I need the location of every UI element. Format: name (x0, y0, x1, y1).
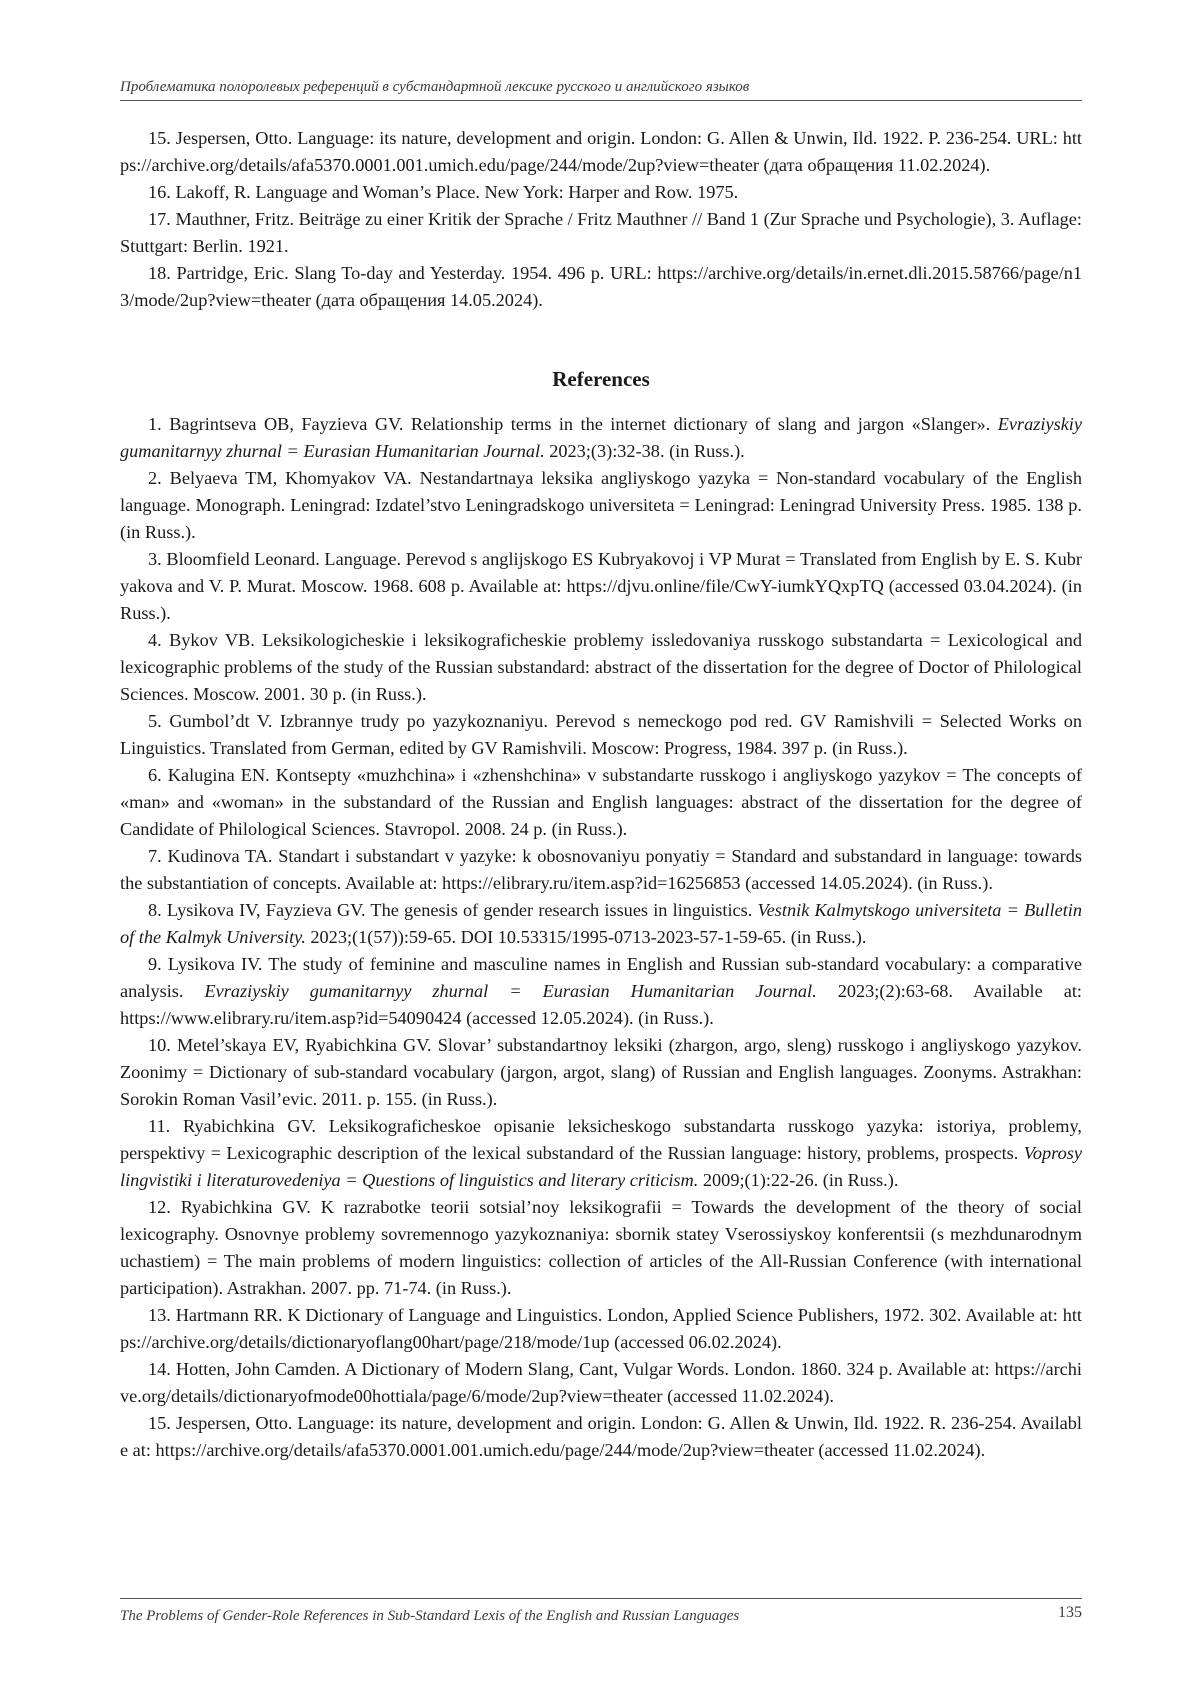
reference-item (120, 1113, 1082, 1194)
entry-text: Partridge, Eric. Slang To-day and Yesterday. 1954. 496 p. URL: https://archive.org/details/in.ernet.dli.2015.58766/page/n13/mode/2up?view=theater (дата обращения 14.05.2024). (120, 263, 1082, 310)
page-number: 135 (1058, 1604, 1082, 1621)
ref-text: Kudinova TA. Standart i substandart v yazyke: k obosnovaniyu ponyatiy = Standard and substandard in language: towards the substantiation of concepts. Available at: https://elibrary.ru/item.asp?id=16256853 (accessed 14.05.2024). (in Russ.). (120, 846, 1082, 893)
reference-item (120, 1356, 1082, 1410)
ref-text: Kalugina EN. Kontsepty «muzhchina» i «zhenshchina» v substandarte russkogo i angliyskogo yazykov = The concepts of «man» and «woman» in the substandard of the Russian and English languages: abstract of the dissertation for the degree of Candidate of Philological Sciences. Stavropol. 2008. 24 p. (in Russ.). (120, 765, 1082, 839)
list-item (120, 206, 1082, 260)
ref-text-tail: 2009;(1):22-26. (in Russ.). (698, 1170, 899, 1190)
reference-item (120, 465, 1082, 546)
ref-number: 5. (148, 711, 162, 731)
references-list (120, 411, 1082, 1464)
footer-running-title: The Problems of Gender-Role References in Sub-Standard Lexis of the English and Russian Languages (120, 1608, 740, 1624)
reference-item (120, 762, 1082, 843)
ref-number: 1. (148, 414, 162, 434)
reference-item (120, 843, 1082, 897)
reference-item (120, 1194, 1082, 1302)
ref-number: 4. (148, 630, 162, 650)
ref-text: Gumbol’dt V. Izbrannye trudy po yazykoznaniyu. Perevod s nemeckogo pod red. GV Ramishvili = Selected Works on Linguistics. Translated from German, edited by GV Ramishvili. Moscow: Progress, 1984. 397 p. (in Russ.). (120, 711, 1083, 758)
ref-number: 14. (148, 1359, 171, 1379)
ref-text: Ryabichkina GV. Leksikograficheskoe opisanie leksicheskogo substandarta russkogo yazyka: istoriya, problemy, perspektivy = Lexicographic description of the lexical substandard of the Russian language: history, problems, prospects. (120, 1116, 1082, 1163)
ref-text: Lysikova IV. The study of feminine and masculine names in English and Russian sub-standard vocabulary: a comparative analysis. (120, 954, 1082, 1001)
continued-reference-list (120, 125, 1082, 314)
entry-number: 16. (148, 182, 171, 202)
footer-divider (120, 1598, 1082, 1599)
ref-text: Bykov VB. Leksikologicheskie i leksikograficheskie problemy issledovaniya russkogo substandarta = Lexicological and lexicographic problems of the study of the Russian substandard: abstract of the dissertation for the degree of Doctor of Philological Sciences. Moscow. 2001. 30 p. (in Russ.). (120, 630, 1083, 704)
ref-number: 9. (148, 954, 162, 974)
ref-text: Hartmann RR. K Dictionary of Language and Linguistics. London, Applied Science Publishers, 1972. 302. Available at: https://archive.org/details/dictionaryoflang00hart/page/218/mode/1up (accessed 06.02.2024). (120, 1305, 1082, 1352)
ref-text: Bagrintseva OB, Fayzieva GV. Relationship terms in the internet dictionary of slang and jargon «Slanger». (169, 414, 998, 434)
entry-text: Lakoff, R. Language and Woman’s Place. New York: Harper and Row. 1975. (175, 182, 739, 202)
list-item (120, 179, 1082, 206)
entry-number: 18. (148, 263, 171, 283)
entry-text: Mauthner, Fritz. Beiträge zu einer Kritik der Sprache / Fritz Mauthner // Band 1 (Zur Sprache und Psychologie), 3. Auflage: Stuttgart: Berlin. 1921. (120, 209, 1082, 256)
ref-text: Bloomfield Leonard. Language. Perevod s anglijskogo ES Kubryakovoj i VP Murat = Translated from English by E. S. Kubryakova and V. P. Murat. Moscow. 1968. 608 p. Available at: https://djvu.online/file/CwY-iumkYQxpTQ (accessed 03.04.2024). (in Russ.). (120, 549, 1082, 623)
ref-number: 11. (148, 1116, 171, 1136)
ref-text: Lysikova IV, Fayzieva GV. The genesis of gender research issues in linguistics. (166, 900, 758, 920)
ref-journal: Evraziyskiy gumanitarnyy zhurnal = Eurasian Humanitarian Journal. (204, 981, 817, 1001)
ref-journal: Evraziyskiy gumanitarnyy zhurnal = Eurasian Humanitarian Journal. (120, 414, 1082, 461)
ref-number: 15. (148, 1413, 171, 1433)
reference-item (120, 708, 1082, 762)
reference-item (120, 1032, 1082, 1113)
entry-number: 15. (148, 128, 171, 148)
reference-item (120, 897, 1082, 951)
running-head: Проблематика полоролевых референций в субстандартной лексике русского и английского языков (120, 79, 1082, 101)
ref-text: Hotten, John Camden. A Dictionary of Modern Slang, Cant, Vulgar Words. London. 1860. 324 p. Available at: https://archive.org/details/dictionaryofmode00hottiala/page/6/mode/2up?view=theater (accessed 11.02.2024). (120, 1359, 1082, 1406)
entry-text: Jespersen, Otto. Language: its nature, development and origin. London: G. Allen & Unwin, Ild. 1922. P. 236-254. URL: https://archive.org/details/afa5370.0001.001.umich.edu/page/244/mode/2up?view=theater (дата обращения 11.02.2024). (120, 128, 1083, 175)
ref-number: 6. (148, 765, 162, 785)
ref-number: 13. (148, 1305, 171, 1325)
ref-text: Ryabichkina GV. K razrabotke teorii sotsial’noy leksikografii = Towards the development of the theory of social lexicography. Osnovnye problemy sovremennogo yazykoznaniya: sbornik statey Vserossiyskoy konferentsii (s mezhdunarodnym uchastiem) = The main problems of modern linguistics: collection of articles of the All-Russian Conference (with international participation). Astrakhan. 2007. pp. 71-74. (in Russ.). (120, 1197, 1082, 1298)
ref-journal: Vestnik Kalmytskogo universiteta = Bulletin of the Kalmyk University. (120, 900, 1082, 947)
ref-number: 10. (148, 1035, 171, 1055)
ref-number: 12. (148, 1197, 171, 1217)
ref-text: Metel’skaya EV, Ryabichkina GV. Slovar’ substandartnoy leksiki (zhargon, argo, sleng) russkogo i angliyskogo yazykov. Zoonimy = Dictionary of sub-standard vocabulary (jargon, argot, slang) of Russian and English languages. Zoonyms. Astrakhan: Sorokin Roman Vasil’evic. 2011. p. 155. (in Russ.). (120, 1035, 1082, 1109)
ref-journal: Voprosy lingvistiki i literaturovedeniya = Questions of linguistics and literary criticism. (120, 1143, 1082, 1190)
entry-number: 17. (148, 209, 171, 229)
reference-item (120, 1302, 1082, 1356)
reference-item (120, 951, 1082, 1032)
ref-text-tail: 2023;(1(57)):59-65. DOI 10.53315/1995-0713-2023-57-1-59-65. (in Russ.). (305, 927, 867, 947)
journal-page (120, 0, 1082, 1697)
list-item (120, 260, 1082, 314)
ref-number: 2. (148, 468, 162, 488)
reference-item (120, 627, 1082, 708)
references-heading: References (552, 367, 650, 391)
reference-item (120, 546, 1082, 627)
reference-item (120, 1410, 1082, 1464)
ref-number: 8. (148, 900, 162, 920)
ref-number: 3. (148, 549, 162, 569)
ref-text-tail: 2023;(2):63-68. Available at: https://www.elibrary.ru/item.asp?id=54090424 (accessed 12.05.2024). (in Russ.). (120, 981, 1083, 1028)
list-item (120, 125, 1082, 179)
ref-number: 7. (148, 846, 162, 866)
ref-text: Belyaeva TM, Khomyakov VA. Nestandartnaya leksika angliyskogo yazyka = Non-standard vocabulary of the English language. Monograph. Leningrad: Izdatel’stvo Leningradskogo universiteta = Leningrad: Leningrad University Press. 1985. 138 p. (in Russ.). (120, 468, 1082, 542)
ref-text: Jespersen, Otto. Language: its nature, development and origin. London: G. Allen & Unwin, Ild. 1922. R. 236-254. Available at: https://archive.org/details/afa5370.0001.001.umich.edu/page/244/mode/2up?view=theater (accessed 11.02.2024). (120, 1413, 1083, 1460)
ref-text-tail: 2023;(3):32-38. (in Russ.). (544, 441, 745, 461)
reference-item (120, 411, 1082, 465)
